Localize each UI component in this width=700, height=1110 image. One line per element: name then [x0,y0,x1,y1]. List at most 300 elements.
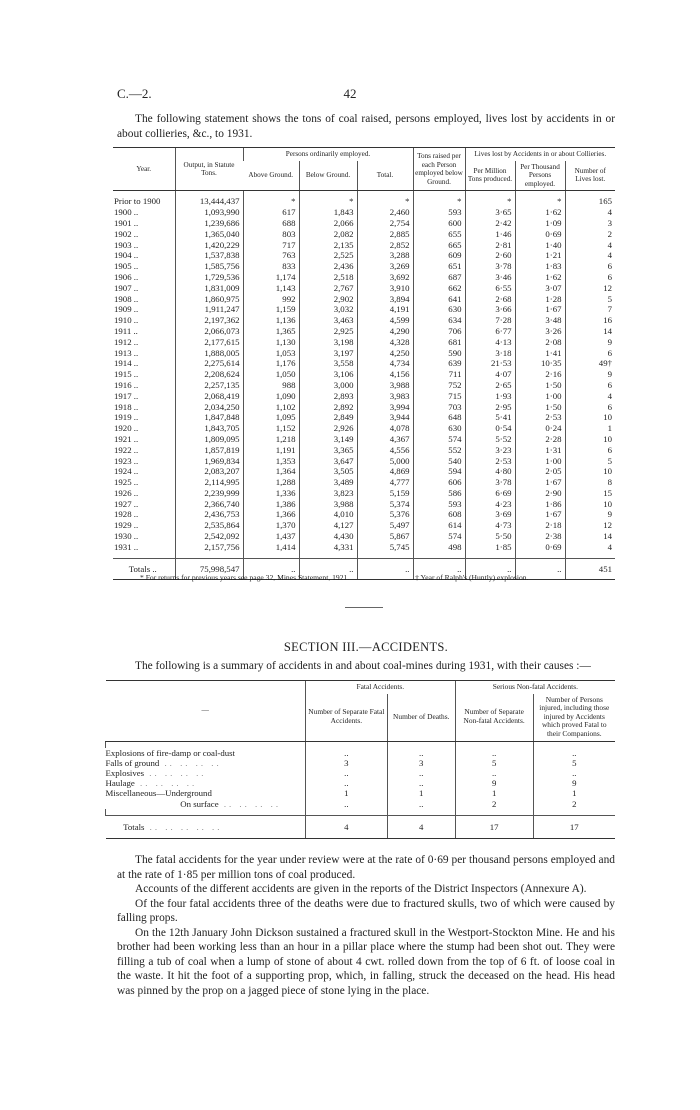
table-row-cell: 4·73 [465,520,515,531]
table-row-cell: 0·69 [515,542,565,553]
table-row-cell: 752 [413,380,465,391]
table-row-cell: 5·41 [465,412,515,423]
table-row-cell: 3,894 [357,294,413,305]
table-row-cell: 1921 .. [114,433,139,444]
report-code: C.—2. [117,86,152,101]
table-row-cell: 5 [565,294,615,305]
table-row-cell: 7·28 [465,315,515,326]
table-row-cell: 1925 .. [114,477,139,488]
table-row [113,402,615,413]
table-row-cell: 3,489 [299,477,357,488]
summary-intro: The following is a summary of accidents in and about coal-mines during 1931, with their causes :— [135,660,591,672]
leader-dots: .. .. .. .. [218,798,282,809]
table-row-cell: 6 [565,402,615,413]
table-row-cell: 3·78 [465,261,515,272]
table-row-cell: 1·67 [515,509,565,520]
table-row [113,218,615,229]
table-row-cell: 594 [413,466,465,477]
table-row-cell: 1906 .. [114,271,139,282]
table-row-cell: 1,159 [243,304,299,315]
table-row-cell: Falls of ground .. .. .. .. [105,757,222,768]
paragraph: The fatal accidents for the year under review were at the rate of 0·69 per thousand persons employed and at the rate of 1·85 per million tons of coal produced. [117,854,615,881]
table-row-cell: 14 [565,326,615,337]
table-row-cell: 2 [565,229,615,240]
col-group-lives: Lives lost by Accidents in or about Collieries. [465,148,615,161]
table-row [113,369,615,380]
table-row-cell: 165 [565,196,615,207]
totals-row-cell: 17 [533,815,615,838]
table-row-cell: 4,331 [299,542,357,553]
table-row-cell: 574 [413,531,465,542]
table-row-cell: .. [455,748,533,758]
table-row-cell: .. [305,748,387,758]
table-row-cell: 2,197,362 [175,315,243,326]
table-row-cell: 2,902 [299,294,357,305]
table-row-cell: 49† [565,358,615,369]
table-row [113,466,615,477]
footnote-star: * For returns for previous years see page 32, Mines Statement, 1921. [140,573,350,582]
table-row-cell: 648 [413,412,465,423]
table-row-cell: 2·53 [465,456,515,467]
table-row [106,799,616,809]
table-row [113,304,615,315]
table-row-cell: 2,925 [299,326,357,337]
table-row-cell: 3 [305,758,387,768]
totals-row-cell: .. [357,558,413,580]
table-row-cell: 2,135 [299,240,357,251]
table-row-cell: 1 [387,788,455,798]
table-row [106,748,616,758]
table-row-cell: 1,336 [243,488,299,499]
table-row-cell: 715 [413,391,465,402]
table-row-cell: 2,518 [299,272,357,283]
table-row-cell: 4·13 [465,337,515,348]
paragraph: Of the four fatal accidents three of the deaths were due to fractured skulls, two of which were caused by falling props. [117,897,615,924]
table-row-cell: 5 [533,758,615,768]
footnote-dagger: † Year of Ralph's (Huntly) explosion. [415,573,529,582]
table-row-cell: 1·50 [515,380,565,391]
table-row-cell: 3·18 [465,348,515,359]
table-row [113,348,615,359]
table-row-cell: 3 [387,758,455,768]
table-row-cell: 3·07 [515,283,565,294]
table-row-cell: 3,106 [299,369,357,380]
col-deaths: Number of Deaths. [387,694,455,741]
section-title: SECTION III.—ACCIDENTS. [283,640,449,654]
table-row-cell: 1,370 [243,520,299,531]
body-text [117,853,615,998]
table-row-cell: .. [387,748,455,758]
table-row-cell: 3,692 [357,272,413,283]
table-row-cell: 2,257,135 [175,380,243,391]
table-row [113,391,615,402]
table-row-cell: 2·53 [515,412,565,423]
table-row-cell: 1930 .. [114,531,139,542]
table-row-cell: 2,083,207 [175,466,243,477]
table-row-cell: 1914 .. [114,358,139,369]
table-row-cell: .. [455,768,533,778]
table-row-cell: 1,857,819 [175,445,243,456]
table-row [113,542,615,553]
table-row-cell: 574 [413,434,465,445]
table-row-cell: 10 [565,499,615,510]
table-row [113,477,615,488]
table-row-cell: 2·60 [465,250,515,261]
table-row-cell: 665 [413,240,465,251]
table-row-cell: 1,365,040 [175,229,243,240]
totals-row-cell: 451 [565,558,615,580]
table-row-cell: 630 [413,423,465,434]
table-row-cell: 688 [243,218,299,229]
table-row [113,261,615,272]
table-row-cell: 1903 .. [114,239,139,250]
table-row-cell: 9 [533,778,615,788]
table-row-cell: 15 [565,488,615,499]
table-row-cell: 1918 .. [114,401,139,412]
table-row-cell: 1,847,848 [175,412,243,423]
table-row-cell: 1,365 [243,326,299,337]
table-row-cell: 2,066 [299,218,357,229]
table-row-cell: 1,176 [243,358,299,369]
table-row-cell: 3 [565,218,615,229]
table-row-cell: 10 [565,434,615,445]
table-row-cell: 630 [413,304,465,315]
table-row [113,240,615,251]
table-row-cell: 590 [413,348,465,359]
table-row [113,499,615,510]
table-row [113,207,615,218]
totals-row-cell: 4 [305,815,387,838]
table-row-cell: 3,983 [357,391,413,402]
table-row-cell: 5 [565,456,615,467]
table-row-cell: 12 [565,520,615,531]
table-row-cell: 1·40 [515,240,565,251]
table-row-cell: 593 [413,207,465,218]
table-row-cell: Explosions of fire-damp or coal-dust [105,747,235,758]
table-row-cell: 3,032 [299,304,357,315]
table-row-cell: 1·85 [465,542,515,553]
table-row-cell: 1928 .. [114,509,139,520]
table-row-cell: 3,505 [299,466,357,477]
table-row-cell: 2,436 [299,261,357,272]
leader-dots: .. .. .. .. .. [144,821,223,832]
col-group-serious: Serious Non-fatal Accidents. [455,681,615,694]
table-row-cell: 833 [243,261,299,272]
table-row-cell: 2,114,995 [175,477,243,488]
table-row-cell: 2,885 [357,229,413,240]
table-row-cell: .. [305,799,387,809]
table-row-cell: 3,288 [357,250,413,261]
table-row-cell: 10 [565,412,615,423]
table-row-cell: * [357,196,413,207]
table-row-cell: 1927 .. [114,498,139,509]
table-row-cell: 1,729,536 [175,272,243,283]
table-row-cell: 1,585,756 [175,261,243,272]
table-row-cell: 586 [413,488,465,499]
table-row-cell: 2·05 [515,466,565,477]
table-row-cell: 2·90 [515,488,565,499]
table-row-cell: 1·00 [515,456,565,467]
table-row-cell: 4 [565,542,615,553]
table-row-cell: 1,136 [243,315,299,326]
table-row-cell: 617 [243,207,299,218]
table-row-cell: 1 [305,788,387,798]
table-row-cell: 9 [565,369,615,380]
table-row-cell: 2·42 [465,218,515,229]
table-row-cell: 3,463 [299,315,357,326]
table-row-cell: 2,849 [299,412,357,423]
table-row-cell: 498 [413,542,465,553]
table-row-cell: 763 [243,250,299,261]
table-row-cell: .. [533,768,615,778]
table-row-cell: 5 [455,758,533,768]
table-row-cell: * [515,196,565,207]
table-row-cell: 6·69 [465,488,515,499]
table-row-cell: 2 [455,799,533,809]
table-row-cell: 803 [243,229,299,240]
table-row-cell: 12 [565,283,615,294]
table-row-cell: 593 [413,499,465,510]
table-row [113,423,615,434]
table-row-cell: 1,888,005 [175,348,243,359]
table-row-cell: 4,599 [357,315,413,326]
table-row-cell: 1,537,838 [175,250,243,261]
table-row-cell: 0·24 [515,423,565,434]
table-row-cell: 1,239,686 [175,218,243,229]
table-row-cell: 6 [565,348,615,359]
table-row-cell: 10·35 [515,358,565,369]
table-row-cell: 4,290 [357,326,413,337]
totals-row-cell: Totals .. .. .. .. .. [106,815,306,838]
table-row-cell: Prior to 1900 [114,196,161,207]
table-row-cell: 2,157,756 [175,542,243,553]
table-row-cell: 3,988 [357,380,413,391]
table-row-cell: 552 [413,445,465,456]
table-row [113,250,615,261]
table-row-cell: 6·77 [465,326,515,337]
table-row-cell: 1·09 [515,218,565,229]
table-row-cell: 2,892 [299,402,357,413]
table-row-cell: 5,745 [357,542,413,553]
table-row-cell: 3,197 [299,348,357,359]
table-row-cell: 2,208,624 [175,369,243,380]
table-row-cell: 4·23 [465,499,515,510]
accidents-summary-table [105,680,615,839]
table-row-cell: 3,149 [299,434,357,445]
table-row-cell: 1908 .. [114,293,139,304]
table-row-cell: 5,497 [357,520,413,531]
table-row [113,283,615,294]
totals-row-cell: .. [413,558,465,580]
page-number: 42 [343,86,357,101]
totals-row-cell: 75,998,547 [175,558,243,580]
leader-dots: .. .. .. .. [134,778,198,789]
table-row-cell: 992 [243,294,299,305]
table-row-cell: 3·26 [515,326,565,337]
table-row-cell: 1931 .. [114,541,139,552]
table-row-cell: 5,374 [357,499,413,510]
table-row-cell: 606 [413,477,465,488]
table-row-cell: 1,809,095 [175,434,243,445]
table-row-cell: .. [387,799,455,809]
table-row-cell: 1,053 [243,348,299,359]
table-row-cell: * [413,196,465,207]
table-row-cell: 1924 .. [114,466,139,477]
table-row-cell: 5·50 [465,531,515,542]
table-row-cell: 1905 .. [114,261,139,272]
table-row-cell: 2,535,864 [175,520,243,531]
table-row-cell: 2,542,092 [175,531,243,542]
table-row-cell: 2,436,753 [175,509,243,520]
table-row-cell: 2,068,419 [175,391,243,402]
table-row-cell: 1 [455,788,533,798]
table-row [113,531,615,542]
table-row-cell: 717 [243,240,299,251]
colliery-statistics-table [113,147,615,580]
table-row-cell: 1,102 [243,402,299,413]
table-row-cell: 2,275,614 [175,358,243,369]
table-row-cell: 1907 .. [114,282,139,293]
table-row-cell: 1,353 [243,456,299,467]
table-row-cell: 5,376 [357,509,413,520]
table-row-cell: 609 [413,250,465,261]
table-row [113,315,615,326]
table-row-cell: 7 [565,304,615,315]
table-row-cell: 2,366,740 [175,499,243,510]
table-row-cell: 1,288 [243,477,299,488]
table-row-cell: 614 [413,520,465,531]
table-row-cell: 6 [565,272,615,283]
table-row-cell: 655 [413,229,465,240]
totals-row-cell: 4 [387,815,455,838]
table-row-cell: 1922 .. [114,444,139,455]
table-row-cell: 4 [565,391,615,402]
table-row-cell: 4,734 [357,358,413,369]
intro-paragraph: The following statement shows the tons of coal raised, persons employed, lives lost by accidents in or about collieries, &c., to 1931. [117,113,615,140]
table-row-cell: 1920 .. [114,423,139,434]
table-row-cell: 2·81 [465,240,515,251]
table-row-cell: 1·41 [515,348,565,359]
table-row [113,488,615,499]
table-row-cell: 1,386 [243,499,299,510]
totals-row-cell: .. [243,558,299,580]
table-row-cell: 1,831,009 [175,283,243,294]
table-footnotes [140,573,610,582]
table-row-cell: 4,191 [357,304,413,315]
col-persons-injured: Number of Persons injured, including those injured by Accidents which proved Fatal to their Companions. [533,694,615,741]
table-row-cell: 1,420,229 [175,240,243,251]
table-row [113,326,615,337]
table-row-cell: 1,191 [243,445,299,456]
table-row-cell: 2,754 [357,218,413,229]
table-row-cell: 1,969,834 [175,456,243,467]
table-row-cell: 3,944 [357,412,413,423]
table-row-cell: 2·68 [465,294,515,305]
table-row-cell: 9 [565,509,615,520]
table-row-cell: 1,860,975 [175,294,243,305]
table-row-cell: 3·23 [465,445,515,456]
table-row-cell: 1,911,247 [175,304,243,315]
table-row-cell: 2,460 [357,207,413,218]
col-group-employed: Persons ordinarily employed. [243,148,413,161]
table-row-cell: 4,010 [299,509,357,520]
table-row-cell: 2·18 [515,520,565,531]
paragraph: Accounts of the different accidents are given in the reports of the District Inspectors (Annexure A). [135,883,587,895]
table-row-cell: 1·21 [515,250,565,261]
table-row-cell: 4,156 [357,369,413,380]
table-row-cell: 681 [413,337,465,348]
table-row-cell: 3,994 [357,402,413,413]
table-row-cell: 8 [565,477,615,488]
col-per-thousand: Per Thousand Persons employed. [515,161,565,191]
table-row-cell: 2,177,615 [175,337,243,348]
col-above-ground: Above Ground. [243,161,299,191]
table-row [113,434,615,445]
table-row [113,445,615,456]
section-divider [345,607,383,608]
table-row-cell: Haulage .. .. .. .. [105,778,198,789]
table-row-cell: 1917 .. [114,390,139,401]
table-row-cell: 6 [565,261,615,272]
table-row-cell: 3·46 [465,272,515,283]
table-row-cell: 4 [565,250,615,261]
table-row-cell: 1,095 [243,412,299,423]
table-row-cell: 4·80 [465,466,515,477]
table-row-cell: 2,926 [299,423,357,434]
table-row-cell: 1913 .. [114,347,139,358]
table-row-cell: 2,066,073 [175,326,243,337]
table-row [113,456,615,467]
table-row-cell: 1,366 [243,509,299,520]
col-per-million: Per Million Tons produced. [465,161,515,191]
table-row-cell: 5,000 [357,456,413,467]
table-row-cell: 1904 .. [114,250,139,261]
table-row [106,758,616,768]
col-separate-fatal: Number of Separate Fatal Accidents. [305,694,387,741]
table-row-cell: 3,198 [299,337,357,348]
table-row-cell: 0·54 [465,423,515,434]
table-row-cell: 4 [565,207,615,218]
table-row-cell: 1911 .. [114,325,138,336]
table-row-cell: 1·50 [515,402,565,413]
paragraph: On the 12th January John Dickson sustained a fractured skull in the Westport-Stockton Mine. He and his brother had been working less than an hour in a pillar place where the stump had been shot out. They were filling a tub of coal when a lump of stone of about 4 cwt. rolled down from the top of 6 ft. of loose coal in the waste. It hit the foot of a supporting prop, which, in falling, struck the deceased on the head. His head was pinned by the prop on a jagged piece of stone lying in the place. [117,926,615,997]
table-row-cell: 1·67 [515,304,565,315]
table-row-cell: 16 [565,315,615,326]
table-row [113,196,615,207]
table-row [113,358,615,369]
table-row-cell: 2,893 [299,391,357,402]
table-row-cell: 1916 .. [114,379,139,390]
table-row-cell: 3,988 [299,499,357,510]
table-row-cell: 2·38 [515,531,565,542]
table-row-cell: 711 [413,369,465,380]
table-row-cell: 1,152 [243,423,299,434]
table-row-cell: 5,159 [357,488,413,499]
col-below-ground: Below Ground. [299,161,357,191]
table-row-cell: 4,078 [357,423,413,434]
table-row-cell: 1915 .. [114,369,139,380]
table-row-cell: 1912 .. [114,336,139,347]
table-row-cell: 651 [413,261,465,272]
leader-dots: .. .. .. .. [144,767,207,778]
table-row-cell: 1929 .. [114,520,139,531]
table-row [113,380,615,391]
table-row-cell: 2,767 [299,283,357,294]
table-row-cell: .. [305,778,387,788]
table-row-cell: 4,430 [299,531,357,542]
col-year: Year. [113,148,175,191]
table-row-cell: 1,414 [243,542,299,553]
